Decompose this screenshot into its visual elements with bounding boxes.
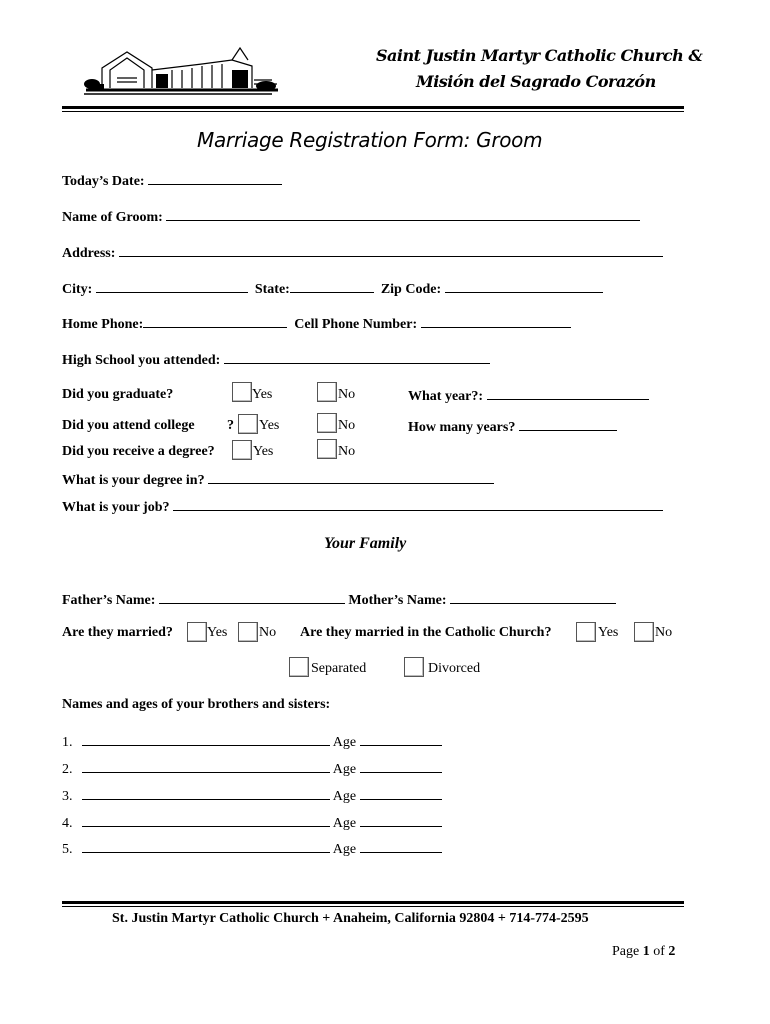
- college-no-label: No: [338, 418, 356, 433]
- married-catholic-label: Are they married in the Catholic Church?: [300, 625, 552, 640]
- footer-rule-thin: [62, 906, 684, 907]
- footer-address: St. Justin Martyr Catholic Church + Anaheim, California 92804 + 714-774-2595: [112, 911, 589, 926]
- high-school-field[interactable]: [224, 351, 490, 364]
- church-name-line2: Misión del Sagrado Corazón: [416, 72, 656, 91]
- sibling-age-field[interactable]: [360, 760, 442, 773]
- city-field[interactable]: [96, 280, 248, 293]
- sibling-number: 4.: [62, 816, 73, 831]
- degree-in-field[interactable]: [208, 471, 494, 484]
- degree-yes-label: Yes: [253, 444, 274, 459]
- sibling-row: [62, 787, 442, 805]
- married-no-label: No: [259, 625, 277, 640]
- siblings-label: Names and ages of your brothers and sisters:: [62, 697, 331, 712]
- married-label: Are they married?: [62, 625, 173, 640]
- page-indicator: [612, 944, 675, 960]
- graduate-yes-label: Yes: [252, 387, 273, 402]
- sibling-name-field[interactable]: [82, 814, 330, 827]
- church-logo: [82, 40, 282, 98]
- separated-checkbox[interactable]: [289, 657, 309, 677]
- sibling-name-field[interactable]: [82, 760, 330, 773]
- church-building-icon: [82, 40, 282, 98]
- cell-phone-field[interactable]: [421, 315, 571, 328]
- high-school-label: High School you attended:: [62, 353, 221, 368]
- graduate-yes-checkbox[interactable]: [232, 382, 252, 402]
- sibling-number: 5.: [62, 842, 73, 857]
- sibling-row: [62, 840, 442, 858]
- how-many-years-field[interactable]: [519, 418, 617, 431]
- graduate-no-label: No: [338, 387, 356, 402]
- college-yes-checkbox[interactable]: [238, 414, 258, 434]
- state-field[interactable]: [290, 280, 374, 293]
- sibling-number: 2.: [62, 762, 73, 777]
- mother-name-label: Mother’s Name:: [348, 593, 447, 608]
- sibling-name-field[interactable]: [82, 733, 330, 746]
- job-field[interactable]: [173, 498, 663, 511]
- age-label: Age: [332, 816, 357, 831]
- divorced-checkbox[interactable]: [404, 657, 424, 677]
- what-year-label: What year?:: [408, 389, 484, 404]
- sibling-row: [62, 733, 442, 751]
- page-of: of: [653, 944, 665, 959]
- state-label: State:: [254, 282, 290, 297]
- married-yes-label: Yes: [207, 625, 228, 640]
- sibling-number: 3.: [62, 789, 73, 804]
- married-catholic-yes-label: Yes: [598, 625, 619, 640]
- divorced-label: Divorced: [428, 661, 481, 676]
- college-question-mark: ?: [227, 418, 234, 433]
- sibling-row: [62, 760, 442, 778]
- zip-label: Zip Code:: [380, 282, 442, 297]
- page-total: 2: [668, 944, 676, 959]
- sibling-age-field[interactable]: [360, 840, 442, 853]
- church-name-line1: Saint Justin Martyr Catholic Church &: [376, 46, 703, 65]
- page-prefix: Page: [612, 944, 640, 959]
- footer-rule: [62, 901, 684, 904]
- degree-no-checkbox[interactable]: [317, 439, 337, 459]
- address-field[interactable]: [119, 244, 663, 257]
- sibling-name-field[interactable]: [82, 840, 330, 853]
- sibling-row: [62, 814, 442, 832]
- family-heading: Your Family: [324, 535, 407, 552]
- degree-no-label: No: [338, 444, 356, 459]
- age-label: Age: [332, 789, 357, 804]
- job-label: What is your job?: [62, 500, 170, 515]
- city-label: City:: [62, 282, 93, 297]
- header-rule-thin: [62, 111, 684, 112]
- married-yes-checkbox[interactable]: [187, 622, 207, 642]
- degree-yes-checkbox[interactable]: [232, 440, 252, 460]
- graduate-no-checkbox[interactable]: [317, 382, 337, 402]
- degree-in-label: What is your degree in?: [62, 473, 205, 488]
- sibling-age-field[interactable]: [360, 814, 442, 827]
- sibling-age-field[interactable]: [360, 733, 442, 746]
- how-many-years-label: How many years?: [408, 420, 516, 435]
- todays-date-field[interactable]: [148, 172, 282, 185]
- married-catholic-no-label: No: [655, 625, 673, 640]
- mother-name-field[interactable]: [450, 591, 616, 604]
- age-label: Age: [332, 762, 357, 777]
- sibling-age-field[interactable]: [360, 787, 442, 800]
- todays-date-label: Today’s Date:: [62, 174, 145, 189]
- married-catholic-no-checkbox[interactable]: [634, 622, 654, 642]
- college-no-checkbox[interactable]: [317, 413, 337, 433]
- home-phone-field[interactable]: [143, 315, 287, 328]
- sibling-name-field[interactable]: [82, 787, 330, 800]
- home-phone-label: Home Phone:: [62, 317, 144, 332]
- header-rule: [62, 106, 684, 109]
- age-label: Age: [332, 842, 357, 857]
- cell-phone-label: Cell Phone Number:: [294, 317, 418, 332]
- groom-name-label: Name of Groom:: [62, 210, 163, 225]
- married-no-checkbox[interactable]: [238, 622, 258, 642]
- separated-label: Separated: [311, 661, 367, 676]
- groom-name-field[interactable]: [166, 208, 640, 221]
- age-label: Age: [332, 735, 357, 750]
- sibling-number: 1.: [62, 735, 73, 750]
- college-label: Did you attend college: [62, 418, 195, 433]
- page-number: 1: [642, 944, 650, 959]
- degree-label: Did you receive a degree?: [62, 444, 215, 459]
- what-year-field[interactable]: [487, 387, 649, 400]
- graduate-label: Did you graduate?: [62, 387, 174, 402]
- college-yes-label: Yes: [259, 418, 280, 433]
- form-title: Marriage Registration Form: Groom: [197, 128, 543, 152]
- father-name-field[interactable]: [159, 591, 345, 604]
- father-name-label: Father’s Name:: [62, 593, 156, 608]
- married-catholic-yes-checkbox[interactable]: [576, 622, 596, 642]
- address-label: Address:: [62, 246, 116, 261]
- zip-field[interactable]: [445, 280, 603, 293]
